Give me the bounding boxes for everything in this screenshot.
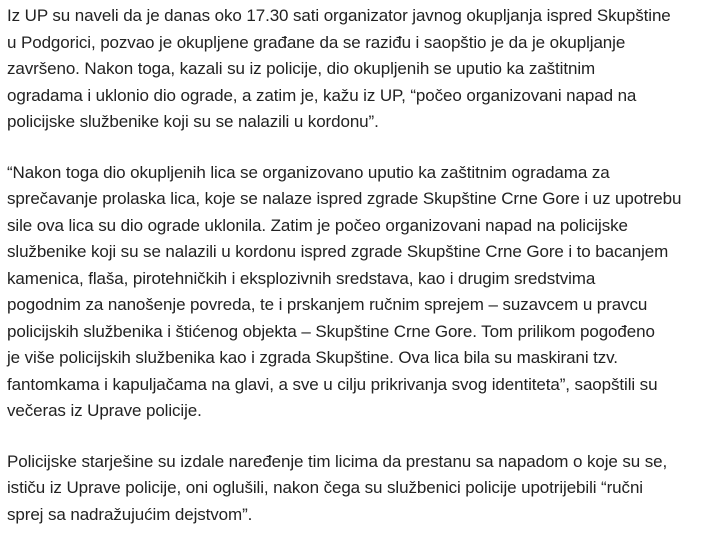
paragraph-line: sprej sa nadražujućim dejstvom”. xyxy=(7,504,253,524)
paragraph-line: pogodnim za nanošenje povreda, te i prskanjem ručnim sprejem – suzavcem u pravcu xyxy=(7,295,648,314)
paragraph-line: ogradama i uklonio dio ograde, a zatim je, kažu iz UP, “počeo organizovani napad na xyxy=(7,85,637,105)
article-paragraph-1 xyxy=(7,3,714,136)
paragraph-line: službenike koji su se nalazili u kordonu ispred zgrade Skupštine Crne Gore i to bacanjem xyxy=(7,242,669,261)
paragraph-line: Policijske starješine su izdale naređenje tim licima da prestanu sa napadom o koje su se, xyxy=(7,451,668,471)
paragraph-line: kamenica, flaša, pirotehničkih i eksplozivnih sredstava, kao i drugim sredstvima xyxy=(7,268,596,288)
article-paragraph-2 xyxy=(7,160,714,425)
article-paragraph-3 xyxy=(7,449,714,529)
paragraph-line: Iz UP su naveli da je danas oko 17.30 sati organizator javnog okupljanja ispred Skupštine xyxy=(7,6,671,25)
paragraph-line: policijske službenike koji su se nalazili u kordonu”. xyxy=(7,112,379,131)
paragraph-line: “Nakon toga dio okupljenih lica se organizovano uputio ka zaštitnim ogradama za xyxy=(7,162,610,182)
paragraph-line: je više policijskih službenika kao i zgrada Skupštine. Ova lica bila su maskirani tzv. xyxy=(7,348,618,367)
paragraph-line: policijskih službenika i štićenog objekta – Skupštine Crne Gore. Tom prilikom pogođeno xyxy=(7,321,655,341)
paragraph-line: sprečavanje prolaska lica, koje se nalaze ispred zgrade Skupštine Crne Gore i uz upotrebu xyxy=(7,189,682,208)
paragraph-line: ističu iz Uprave policije, oni oglušili, nakon čega su službenici policije upotrijebili “ručni xyxy=(7,478,643,497)
paragraph-line: fantomkama i kapuljačama na glavi, a sve u cilju prikrivanja svog identiteta”, saopštili su xyxy=(7,374,658,394)
paragraph-line: sile ova lica su dio ograde uklonila. Zatim je počeo organizovani napad na policijske xyxy=(7,215,628,235)
paragraph-line: završeno. Nakon toga, kazali su iz policije, dio okupljenih se uputio ka zaštitnim xyxy=(7,59,596,78)
paragraph-line: večeras iz Uprave policije. xyxy=(7,401,202,420)
paragraph-line: u Podgorici, pozvao je okupljene građane da se raziđu i saopštio je da je okupljanje xyxy=(7,32,626,52)
